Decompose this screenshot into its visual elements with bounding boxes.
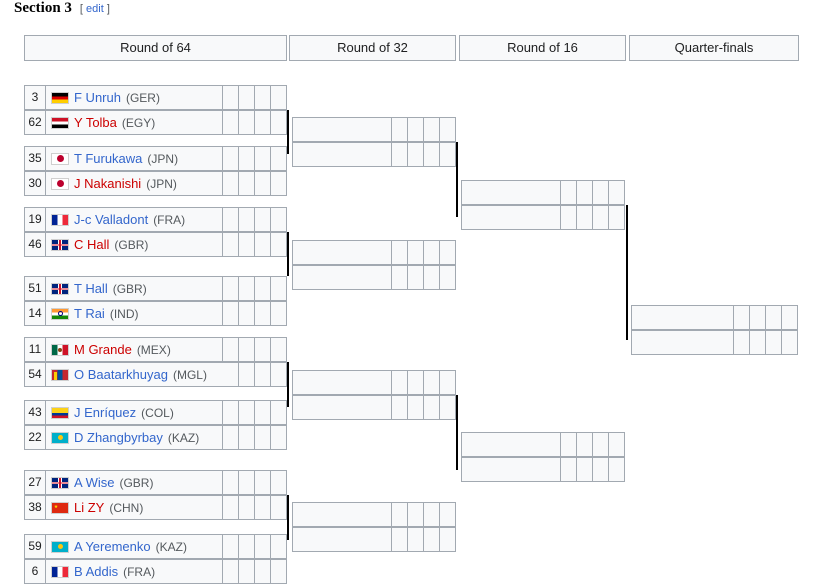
seed-number: 35 [24, 146, 46, 171]
score-cell [609, 457, 625, 482]
score-cell [239, 470, 255, 495]
score-cell [440, 117, 456, 142]
seed-number: 38 [24, 495, 46, 520]
score-cell [750, 330, 766, 355]
score-cell [239, 495, 255, 520]
score-cell [561, 457, 577, 482]
player-name[interactable]: M Grande [74, 342, 132, 357]
score-cell [392, 240, 408, 265]
result-name-cell [631, 330, 734, 355]
score-cell [271, 207, 287, 232]
player-country: (MEX) [136, 342, 171, 357]
score-cell [782, 330, 798, 355]
score-cell [255, 559, 271, 584]
score-cell [392, 370, 408, 395]
flag-icon-fra [51, 566, 69, 578]
score-cell [271, 400, 287, 425]
result-row-round-of-32[interactable] [292, 117, 456, 142]
score-cell [239, 337, 255, 362]
score-cell [424, 117, 440, 142]
score-cell [392, 265, 408, 290]
result-row-round-of-32[interactable] [292, 370, 456, 395]
player-name[interactable]: C Hall [74, 237, 110, 252]
score-cell [223, 400, 239, 425]
player-name[interactable]: T Hall [74, 281, 108, 296]
flag-icon-gbr [51, 283, 69, 295]
bracket-slot[interactable] [24, 495, 287, 520]
result-name-cell [292, 527, 392, 552]
score-cell [255, 146, 271, 171]
connector-line [287, 110, 289, 154]
score-cell [255, 276, 271, 301]
player-country: (MGL) [172, 367, 207, 382]
edit-bracket-close: ] [106, 3, 110, 15]
player-country: (GER) [125, 90, 160, 105]
player-name[interactable]: T Rai [74, 306, 105, 321]
flag-icon-ind [51, 308, 69, 320]
result-name-cell [292, 395, 392, 420]
score-cell [561, 180, 577, 205]
score-cell [440, 527, 456, 552]
score-cell [255, 171, 271, 196]
bracket-slot[interactable] [24, 85, 287, 110]
player-cell [46, 171, 223, 196]
seed-number: 51 [24, 276, 46, 301]
edit-section-link[interactable]: edit [86, 3, 104, 15]
connector-line [456, 142, 458, 217]
player-cell [46, 232, 223, 257]
score-cell [223, 110, 239, 135]
result-row-round-of-32[interactable] [292, 527, 456, 552]
score-cell [440, 142, 456, 167]
player-name[interactable]: A Wise [74, 475, 115, 490]
bracket-slot[interactable] [24, 110, 287, 135]
player-name[interactable]: J Nakanishi [74, 176, 142, 191]
score-cell [255, 362, 271, 387]
score-cell [255, 232, 271, 257]
connector-line [287, 362, 289, 407]
seed-number: 62 [24, 110, 46, 135]
score-cell [408, 240, 424, 265]
score-cell [271, 301, 287, 326]
score-cell [223, 470, 239, 495]
result-name-cell [292, 370, 392, 395]
bracket-slot[interactable] [24, 425, 287, 450]
round-header-round-of-32: Round of 32 [289, 35, 456, 61]
score-cell [271, 559, 287, 584]
seed-number: 27 [24, 470, 46, 495]
flag-icon-ger [51, 92, 69, 104]
player-cell [46, 534, 223, 559]
player-country: (EGY) [121, 115, 156, 130]
player-country: (FRA) [153, 212, 186, 227]
score-cell [271, 232, 287, 257]
player-name[interactable]: Li ZY [74, 500, 105, 515]
score-cell [223, 232, 239, 257]
bracket-slot[interactable] [24, 171, 287, 196]
score-cell [424, 527, 440, 552]
score-cell [593, 180, 609, 205]
score-cell [223, 534, 239, 559]
flag-icon-egy [51, 117, 69, 129]
result-name-cell [292, 240, 392, 265]
result-row-round-of-32[interactable] [292, 142, 456, 167]
round-header-quarter-finals: Quarter-finals [629, 35, 799, 61]
player-country: (KAZ) [167, 430, 200, 445]
result-row-round-of-32[interactable] [292, 240, 456, 265]
result-row-round-of-16[interactable] [461, 457, 625, 482]
bracket-slot[interactable] [24, 534, 287, 559]
bracket-slot[interactable] [24, 232, 287, 257]
player-name[interactable]: F Unruh [74, 90, 121, 105]
bracket-slot[interactable] [24, 146, 287, 171]
score-cell [271, 276, 287, 301]
connector-line [626, 205, 628, 340]
player-cell [46, 207, 223, 232]
edit-section-link-wrap [80, 3, 110, 15]
score-cell [255, 110, 271, 135]
score-cell [440, 265, 456, 290]
result-row-quarter-finals[interactable] [631, 305, 798, 330]
result-name-cell [292, 142, 392, 167]
player-name[interactable]: B Addis [74, 564, 119, 579]
result-name-cell [461, 432, 561, 457]
score-cell [577, 432, 593, 457]
score-cell [561, 205, 577, 230]
player-country: (JPN) [147, 151, 179, 166]
score-cell [750, 305, 766, 330]
player-cell [46, 110, 223, 135]
score-cell [239, 425, 255, 450]
score-cell [424, 142, 440, 167]
score-cell [609, 205, 625, 230]
player-country: (JPN) [146, 176, 177, 191]
score-cell [223, 337, 239, 362]
score-cell [408, 370, 424, 395]
seed-number: 3 [24, 85, 46, 110]
player-cell [46, 495, 223, 520]
bracket-slot[interactable] [24, 337, 287, 362]
player-country: (COL) [141, 405, 174, 420]
player-name[interactable]: J Enríquez [74, 405, 137, 420]
score-cell [239, 207, 255, 232]
score-cell [271, 362, 287, 387]
score-cell [408, 395, 424, 420]
score-cell [424, 370, 440, 395]
player-country: (GBR) [114, 237, 149, 252]
score-cell [271, 495, 287, 520]
section-title-text: Section 3 [14, 0, 72, 16]
score-cell [392, 142, 408, 167]
seed-number: 11 [24, 337, 46, 362]
score-cell [239, 171, 255, 196]
score-cell [766, 330, 782, 355]
score-cell [577, 457, 593, 482]
player-cell [46, 470, 223, 495]
player-country: (GBR) [112, 281, 147, 296]
score-cell [271, 470, 287, 495]
player-name[interactable]: Y Tolba [74, 115, 117, 130]
seed-number: 54 [24, 362, 46, 387]
score-cell [255, 85, 271, 110]
score-cell [255, 301, 271, 326]
result-row-round-of-32[interactable] [292, 502, 456, 527]
player-country: (FRA) [123, 564, 156, 579]
score-cell [239, 559, 255, 584]
player-name[interactable]: A Yeremenko [74, 539, 151, 554]
player-name[interactable]: T Furukawa [74, 151, 143, 166]
result-name-cell [461, 205, 561, 230]
seed-number: 30 [24, 171, 46, 196]
round-header-round-of-64: Round of 64 [24, 35, 287, 61]
score-cell [593, 432, 609, 457]
score-cell [440, 370, 456, 395]
score-cell [239, 110, 255, 135]
player-country: (CHN) [109, 500, 144, 515]
score-cell [766, 305, 782, 330]
result-row-round-of-32[interactable] [292, 265, 456, 290]
score-cell [577, 205, 593, 230]
score-cell [424, 395, 440, 420]
score-cell [271, 425, 287, 450]
seed-number: 59 [24, 534, 46, 559]
player-cell [46, 559, 223, 584]
score-cell [424, 265, 440, 290]
edit-bracket-open: [ [79, 3, 83, 15]
score-cell [408, 502, 424, 527]
score-cell [408, 265, 424, 290]
score-cell [255, 534, 271, 559]
connector-line [456, 395, 458, 470]
score-cell [239, 534, 255, 559]
player-cell [46, 301, 223, 326]
score-cell [782, 305, 798, 330]
score-cell [440, 502, 456, 527]
result-row-round-of-16[interactable] [461, 180, 625, 205]
bracket-slot[interactable] [24, 362, 287, 387]
player-name[interactable]: J-c Valladont [74, 212, 149, 227]
round-header-round-of-16: Round of 16 [459, 35, 626, 61]
score-cell [577, 180, 593, 205]
score-cell [424, 502, 440, 527]
flag-icon-kaz [51, 432, 69, 444]
score-cell [734, 330, 750, 355]
score-cell [561, 432, 577, 457]
player-cell [46, 146, 223, 171]
flag-icon-fra [51, 214, 69, 226]
score-cell [255, 495, 271, 520]
connector-line [287, 495, 289, 540]
flag-icon-jpn [51, 153, 69, 165]
connector-line [287, 232, 289, 276]
score-cell [223, 559, 239, 584]
score-cell [239, 301, 255, 326]
bracket-slot[interactable] [24, 470, 287, 495]
player-country: (GBR) [119, 475, 154, 490]
player-cell [46, 337, 223, 362]
score-cell [734, 305, 750, 330]
score-cell [392, 502, 408, 527]
score-cell [239, 146, 255, 171]
score-cell [408, 117, 424, 142]
score-cell [609, 180, 625, 205]
seed-number: 6 [24, 559, 46, 584]
score-cell [392, 117, 408, 142]
player-cell [46, 400, 223, 425]
flag-icon-gbr [51, 239, 69, 251]
score-cell [440, 395, 456, 420]
bracket-slot[interactable] [24, 207, 287, 232]
score-cell [223, 495, 239, 520]
flag-icon-col [51, 407, 69, 419]
seed-number: 19 [24, 207, 46, 232]
score-cell [223, 276, 239, 301]
result-row-round-of-16[interactable] [461, 432, 625, 457]
player-country: (KAZ) [155, 539, 187, 554]
flag-icon-jpn [51, 178, 69, 190]
bracket-slot[interactable] [24, 559, 287, 584]
score-cell [223, 301, 239, 326]
player-cell [46, 85, 223, 110]
seed-number: 22 [24, 425, 46, 450]
score-cell [271, 171, 287, 196]
result-row-round-of-32[interactable] [292, 395, 456, 420]
result-name-cell [292, 502, 392, 527]
score-cell [271, 146, 287, 171]
flag-icon-gbr [51, 477, 69, 489]
bracket-slot[interactable] [24, 301, 287, 326]
score-cell [255, 425, 271, 450]
score-cell [408, 527, 424, 552]
score-cell [255, 470, 271, 495]
result-name-cell [631, 305, 734, 330]
player-name[interactable]: D Zhangbyrbay [74, 430, 163, 445]
score-cell [223, 146, 239, 171]
flag-icon-mex [51, 344, 69, 356]
score-cell [239, 85, 255, 110]
bracket-slot[interactable] [24, 276, 287, 301]
result-name-cell [292, 117, 392, 142]
score-cell [239, 400, 255, 425]
flag-icon-mgl [51, 369, 69, 381]
score-cell [223, 85, 239, 110]
score-cell [239, 232, 255, 257]
flag-icon-chn [51, 502, 69, 514]
score-cell [392, 395, 408, 420]
score-cell [223, 425, 239, 450]
player-name[interactable]: O Baatarkhuyag [74, 367, 168, 382]
seed-number: 14 [24, 301, 46, 326]
seed-number: 46 [24, 232, 46, 257]
result-name-cell [292, 265, 392, 290]
result-row-round-of-16[interactable] [461, 205, 625, 230]
score-cell [392, 527, 408, 552]
player-country: (IND) [109, 306, 139, 321]
score-cell [223, 207, 239, 232]
seed-number: 43 [24, 400, 46, 425]
player-cell [46, 276, 223, 301]
score-cell [609, 432, 625, 457]
flag-icon-kaz [51, 541, 69, 553]
score-cell [271, 534, 287, 559]
page-title [14, 0, 110, 17]
score-cell [271, 337, 287, 362]
result-name-cell [461, 457, 561, 482]
score-cell [223, 171, 239, 196]
player-cell [46, 425, 223, 450]
score-cell [255, 337, 271, 362]
score-cell [271, 85, 287, 110]
result-row-quarter-finals[interactable] [631, 330, 798, 355]
score-cell [593, 457, 609, 482]
score-cell [255, 207, 271, 232]
score-cell [424, 240, 440, 265]
score-cell [239, 276, 255, 301]
player-cell [46, 362, 239, 387]
bracket-slot[interactable] [24, 400, 287, 425]
score-cell [255, 400, 271, 425]
score-cell [593, 205, 609, 230]
score-cell [239, 362, 255, 387]
score-cell [408, 142, 424, 167]
score-cell [440, 240, 456, 265]
result-name-cell [461, 180, 561, 205]
score-cell [271, 110, 287, 135]
